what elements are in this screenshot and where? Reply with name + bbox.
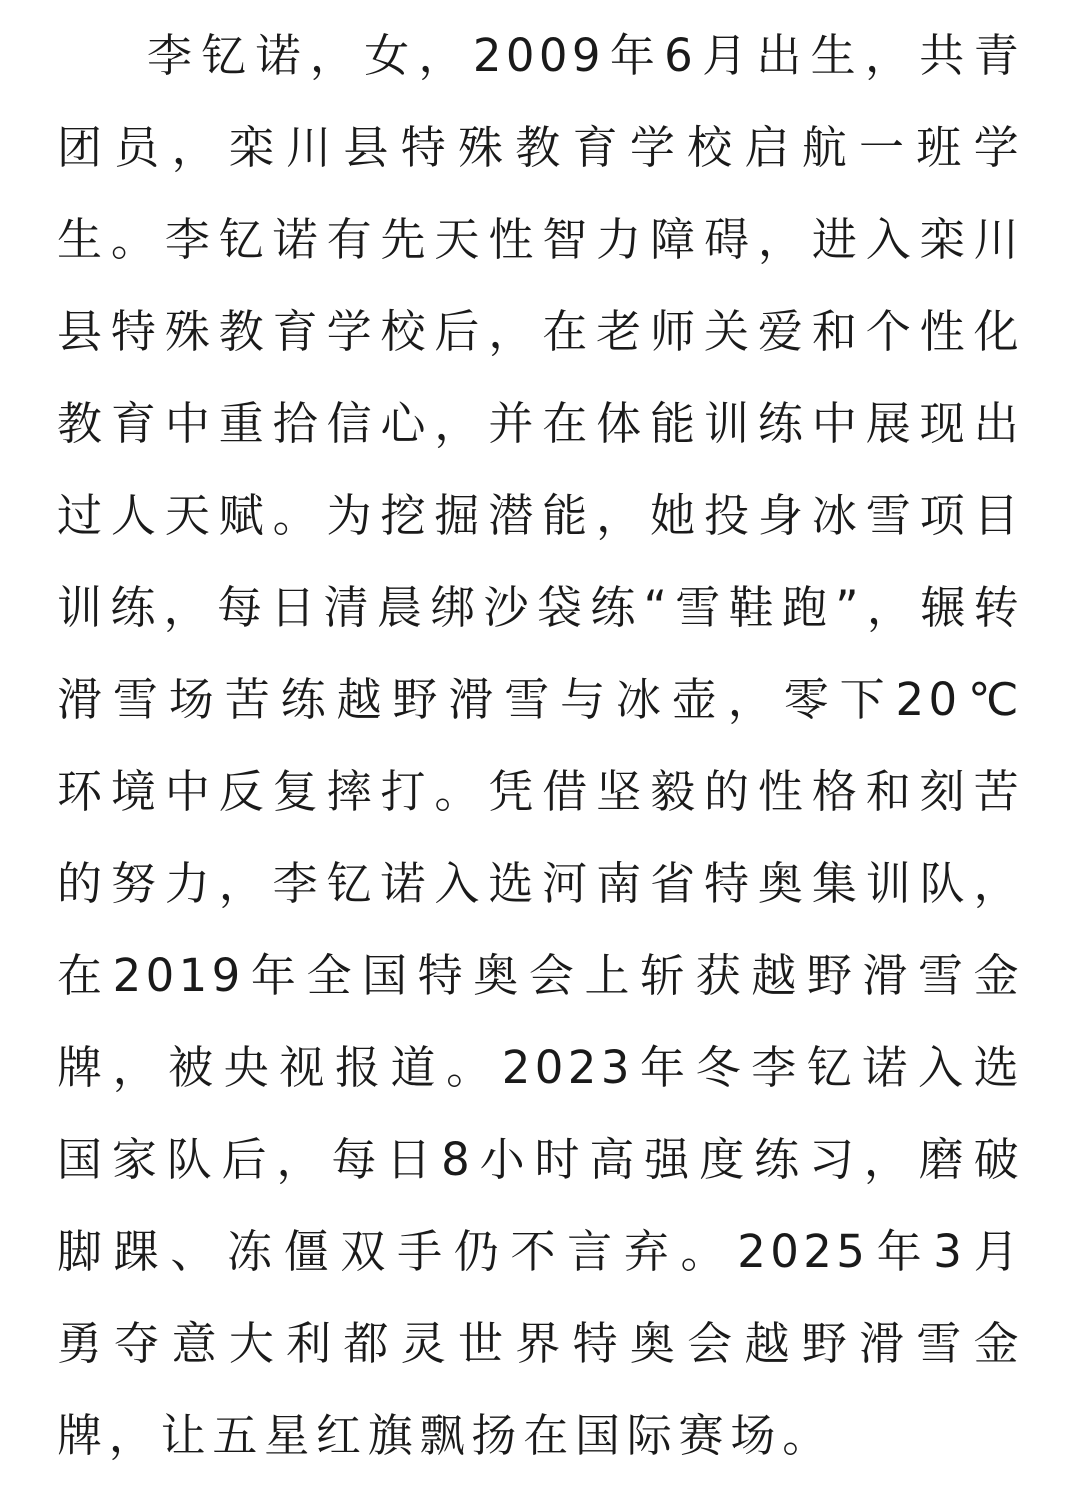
paragraph-line: 教育中重拾信心，并在体能训练中展现出 bbox=[57, 397, 1023, 450]
paragraph-line: 生。李钇诺有先天性智力障碍，进入栾川 bbox=[57, 213, 1023, 266]
paragraph-line: 训练，每日清晨绑沙袋练“雪鞋跑”，辗转 bbox=[57, 581, 1023, 634]
paragraph-line: 滑雪场苦练越野滑雪与冰壶，零下20℃ bbox=[57, 673, 1023, 726]
paragraph-line: 牌，让五星红旗飘扬在国际赛场。 bbox=[57, 1409, 835, 1462]
paragraph-line: 牌，被央视报道。2023年冬李钇诺入选 bbox=[57, 1041, 1023, 1094]
paragraph-line: 的努力，李钇诺入选河南省特奥集训队， bbox=[57, 857, 1023, 910]
paragraph-line: 县特殊教育学校后，在老师关爱和个性化 bbox=[57, 305, 1023, 358]
paragraph-line: 在2019年全国特奥会上斩获越野滑雪金 bbox=[57, 949, 1023, 1002]
paragraph-line: 国家队后，每日8小时高强度练习，磨破 bbox=[57, 1133, 1023, 1186]
paragraph-line: 勇夺意大利都灵世界特奥会越野滑雪金 bbox=[57, 1317, 1023, 1370]
paragraph-line: 李钇诺，女，2009年6月出生，共青 bbox=[147, 29, 1023, 82]
paragraph-line: 团员，栾川县特殊教育学校启航一班学 bbox=[57, 121, 1023, 174]
paragraph-line: 环境中反复摔打。凭借坚毅的性格和刻苦 bbox=[57, 765, 1023, 818]
paragraph-line: 过人天赋。为挖掘潜能，她投身冰雪项目 bbox=[57, 489, 1023, 542]
paragraph-line: 脚踝、冻僵双手仍不言弃。2025年3月 bbox=[57, 1225, 1023, 1278]
